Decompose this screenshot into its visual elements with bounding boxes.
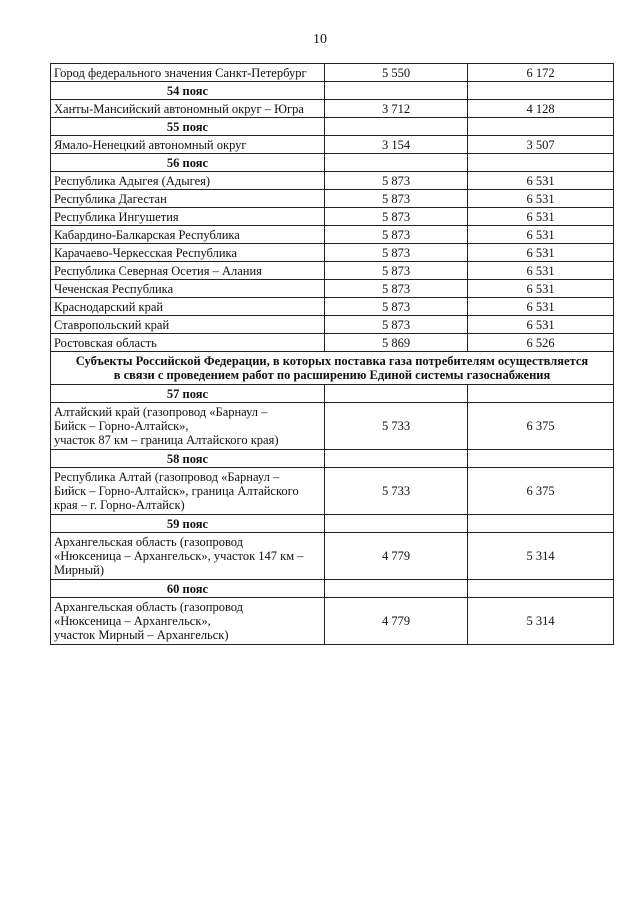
empty-cell (325, 515, 468, 533)
price-value-1: 5 550 (325, 64, 468, 82)
region-name: Республика Дагестан (51, 190, 325, 208)
region-name-line: Архангельская область (газопровод (54, 600, 244, 614)
price-value-2: 5 314 (468, 598, 614, 645)
region-name: Республика Северная Осетия – Алания (51, 262, 325, 280)
region-row (51, 280, 614, 298)
region-row (51, 190, 614, 208)
region-row (51, 100, 614, 118)
region-name: Ставропольский край (51, 316, 325, 334)
price-value-2: 6 531 (468, 280, 614, 298)
region-name (51, 533, 325, 580)
region-name: Чеченская Республика (51, 280, 325, 298)
price-value-2: 6 531 (468, 262, 614, 280)
empty-cell (468, 385, 614, 403)
region-row (51, 468, 614, 515)
price-value-2: 6 172 (468, 64, 614, 82)
region-name-line: Бийск – Горно-Алтайск», (54, 419, 189, 433)
empty-cell (325, 118, 468, 136)
empty-cell (325, 450, 468, 468)
region-name-line: «Нюксеница – Архангельск», участок 147 км – (54, 549, 304, 563)
price-value-2: 6 531 (468, 298, 614, 316)
region-row (51, 316, 614, 334)
section-title-line: в связи с проведением работ по расширению Единой системы газоснабжения (113, 368, 551, 382)
region-row (51, 208, 614, 226)
price-value-1: 4 779 (325, 598, 468, 645)
empty-cell (325, 154, 468, 172)
gas-tariff-table (50, 63, 614, 645)
zone-label: 58 пояс (51, 450, 325, 468)
zone-label: 60 пояс (51, 580, 325, 598)
zone-label: 56 пояс (51, 154, 325, 172)
empty-cell (325, 580, 468, 598)
price-value-2: 6 375 (468, 403, 614, 450)
price-value-2: 4 128 (468, 100, 614, 118)
region-name-line: Алтайский край (газопровод «Барнаул – (54, 405, 268, 419)
region-name-line: края – г. Горно-Алтайск) (54, 498, 185, 512)
region-name: Ростовская область (51, 334, 325, 352)
empty-cell (325, 82, 468, 100)
zone-header-row (51, 154, 614, 172)
price-value-1: 5 873 (325, 190, 468, 208)
region-name: Город федерального значения Санкт-Петербург (51, 64, 325, 82)
price-value-2: 3 507 (468, 136, 614, 154)
zone-label: 57 пояс (51, 385, 325, 403)
price-value-1: 5 733 (325, 468, 468, 515)
zone-header-row (51, 118, 614, 136)
region-name (51, 598, 325, 645)
empty-cell (468, 82, 614, 100)
region-name (51, 468, 325, 515)
region-name: Ханты-Мансийский автономный округ – Югра (51, 100, 325, 118)
region-row (51, 403, 614, 450)
price-value-1: 4 779 (325, 533, 468, 580)
price-value-1: 5 869 (325, 334, 468, 352)
price-value-1: 5 873 (325, 298, 468, 316)
region-row (51, 262, 614, 280)
region-row (51, 334, 614, 352)
price-value-1: 5 873 (325, 226, 468, 244)
zone-header-row (51, 82, 614, 100)
zone-header-row (51, 385, 614, 403)
region-name-line: Архангельская область (газопровод (54, 535, 244, 549)
region-row (51, 226, 614, 244)
section-header-row (51, 352, 614, 385)
region-name: Кабардино-Балкарская Республика (51, 226, 325, 244)
price-value-1: 5 873 (325, 280, 468, 298)
region-name-line: участок Мирный – Архангельск) (54, 628, 229, 642)
zone-header-row (51, 580, 614, 598)
tariff-table-body (51, 64, 614, 645)
region-name: Карачаево-Черкесская Республика (51, 244, 325, 262)
region-row (51, 136, 614, 154)
price-value-1: 5 733 (325, 403, 468, 450)
region-name-line: «Нюксеница – Архангельск», (54, 614, 211, 628)
region-name-line: Бийск – Горно-Алтайск», граница Алтайского (54, 484, 299, 498)
price-value-1: 5 873 (325, 208, 468, 226)
region-name (51, 403, 325, 450)
price-value-1: 5 873 (325, 262, 468, 280)
region-name: Республика Адыгея (Адыгея) (51, 172, 325, 190)
price-value-2: 6 531 (468, 190, 614, 208)
zone-label: 55 пояс (51, 118, 325, 136)
section-title (51, 352, 614, 385)
price-value-1: 3 154 (325, 136, 468, 154)
page-number: 10 (313, 32, 327, 47)
region-row (51, 533, 614, 580)
empty-cell (468, 580, 614, 598)
price-value-2: 6 531 (468, 316, 614, 334)
price-value-2: 6 375 (468, 468, 614, 515)
region-name-line: Республика Алтай (газопровод «Барнаул – (54, 470, 280, 484)
empty-cell (325, 385, 468, 403)
price-value-1: 5 873 (325, 244, 468, 262)
region-name: Краснодарский край (51, 298, 325, 316)
price-value-2: 6 531 (468, 226, 614, 244)
zone-header-row (51, 450, 614, 468)
section-title-line: Субъекты Российской Федерации, в которых поставка газа потребителям осуществляется (75, 354, 589, 368)
price-value-2: 6 531 (468, 208, 614, 226)
zone-header-row (51, 515, 614, 533)
price-value-1: 3 712 (325, 100, 468, 118)
region-name: Республика Ингушетия (51, 208, 325, 226)
region-row (51, 298, 614, 316)
region-name-line: Мирный) (54, 563, 104, 577)
price-value-2: 6 531 (468, 172, 614, 190)
region-row (51, 244, 614, 262)
price-value-2: 6 531 (468, 244, 614, 262)
empty-cell (468, 515, 614, 533)
region-name-line: участок 87 км – граница Алтайского края) (54, 433, 279, 447)
empty-cell (468, 450, 614, 468)
region-row (51, 598, 614, 645)
price-value-2: 6 526 (468, 334, 614, 352)
zone-label: 54 пояс (51, 82, 325, 100)
region-name: Ямало-Ненецкий автономный округ (51, 136, 325, 154)
zone-label: 59 пояс (51, 515, 325, 533)
region-row (51, 172, 614, 190)
empty-cell (468, 118, 614, 136)
price-value-1: 5 873 (325, 316, 468, 334)
price-value-2: 5 314 (468, 533, 614, 580)
price-value-1: 5 873 (325, 172, 468, 190)
region-row (51, 64, 614, 82)
empty-cell (468, 154, 614, 172)
